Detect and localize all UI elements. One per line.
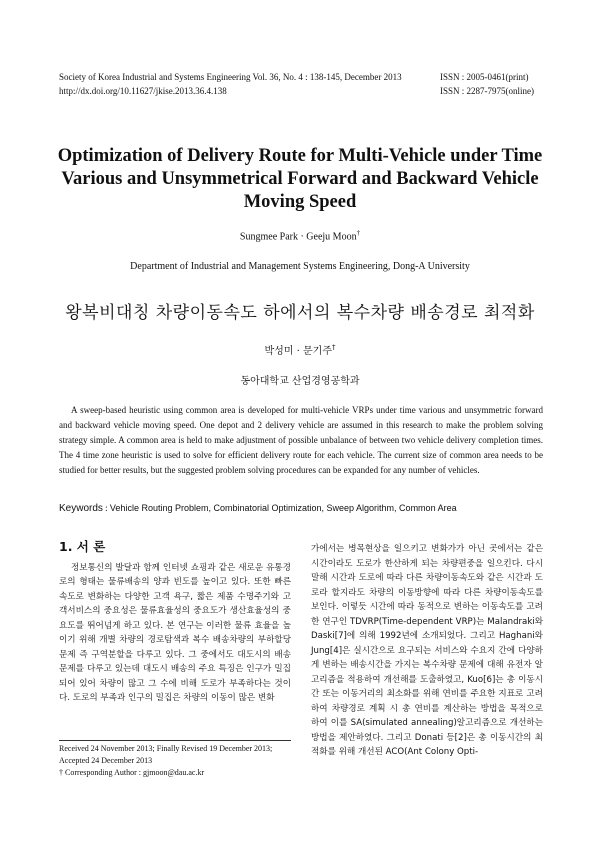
issn-online: ISSN : 2287-7975(online) xyxy=(440,86,534,96)
footnote-divider xyxy=(59,740,291,741)
doi-link[interactable]: http://dx.doi.org/10.11627/jkise.2013.36.4.138 xyxy=(59,86,227,96)
keywords xyxy=(59,503,543,514)
keywords-text: Vehicle Routing Problem, Combinatorial Optimization, Sweep Algorithm, Common Area xyxy=(109,503,457,513)
section-heading-introduction: 1. 서 론 xyxy=(59,539,106,554)
author-names: Sungmee Park · Geeju Moon xyxy=(239,231,357,243)
intro-paragraph-left: 정보통신의 발달과 함께 인터넷 쇼핑과 같은 새로운 유통경로의 형태는 물류배송의 양과 빈도를 높이고 있다. 또한 빠른 속도로 변화하는 다양한 고객 욕구, 짧은 제품 수명주기와 고객서비스의 중요성은 물류효율성의 중요도가 생산효율성의 중요도를 뛰어넘게 하고 있다. 본 연구는 이러한 물류 효율을 높이기 위해 개별 차량의 경로탐색과 복수 배송차량의 부하할당 문제 즉 구역분할을 다루고 있다. 그 중에서도 대도시의 배송문제를 다루고 있는데 대도시 배송의 주요 특징은 인구가 밀집되어 있어 차량이 많고 그 수에 비해 도로가 부족하다는 것이다. 도로의 부족과 인구의 밀집은 차량의 이동이 많은 변화 xyxy=(59,562,291,703)
corresponding-mark: † xyxy=(356,229,361,237)
accepted-date: Accepted 24 December 2013 xyxy=(59,756,153,765)
title-line-1: Optimization of Delivery Route for Multi-Vehicle under Time xyxy=(57,146,543,166)
footnotes xyxy=(59,743,293,779)
journal-citation: Society of Korea Industrial and Systems Engineering Vol. 36, No. 4 : 138-145, December 2013 xyxy=(59,72,402,82)
paper-title xyxy=(40,145,560,214)
keywords-separator: : xyxy=(102,503,110,513)
korean-title: 왕복비대칭 차량이동속도 하에서의 복수차량 배송경로 최적화 xyxy=(65,303,535,323)
korean-author-names: 박성미 · 문기주 xyxy=(264,346,332,357)
intro-paragraph-right: 가에서는 병목현상을 일으키고 변화가가 아닌 곳에서는 같은 시간이라도 도로가 한산하게 되는 차량편중을 일으킨다. 다시 말해 시간과 도로에 따라 다른 차량이동속도와 같은 시간과 도로라 할지라도 차량의 이동방향에 따라 다른 차량이동속도를 보인다. 이렇듯 시간에 따라 동적으로 변하는 이동속도를 고려한 연구인 TDVRP(Time-dependent VRP)는 Malandraki와 Daski[7]에 의해 1992년에 소개되었다. 그리고 Haghani와 Jung[4]은 실시간으로 요구되는 서비스와 수요지 간에 다양하게 변하는 배송시간을 가지는 복수차량 문제에 대해 유전자 알고리즘을 적용하여 개선해를 도출하였고, Kuo[6]는 총 이동시간 또는 이동거리의 최소화를 위해 연비를 주요한 지표로 고려하여 차량경로 계획 시 총 연비를 계산하는 방법을 목적으로 하여 이를 SA(simulated annealing)알고리즘으로 개선하는 방법을 제안하였다. 그리고 Donati 등[2]은 총 이동시간의 최적화를 위해 개선된 ACO(Ant Colony Opti- xyxy=(311,544,543,757)
received-date: Received 24 November 2013; Finally Revised 19 December 2013; xyxy=(59,744,273,753)
abstract: A sweep-based heuristic using common area is developed for multi-vehicle VRPs under time various and unsymmetric forward and backward vehicle moving speed. One depot and 2 delivery vehicle are assumed in this research to make the problem solving strategy simple. A common area is held to make adjustment of possible unbalance of between two vehicle delivery completion times. The 4 time zone heuristic is used to solve for efficient delivery route for each vehicle. The current size of common area needs to be studied for better results, but the suggested problem solving procedures can be expanded for any number of vehicles. xyxy=(59,405,543,475)
affiliation: Department of Industrial and Management Systems Engineering, Dong-A University xyxy=(130,261,470,272)
korean-affiliation: 동아대학교 산업경영공학과 xyxy=(240,376,360,387)
keywords-label: Keywords xyxy=(59,503,103,514)
authors xyxy=(0,229,600,242)
corresponding-author: † Corresponding Author : gjmoon@dau.ac.kr xyxy=(59,768,205,777)
korean-authors xyxy=(0,342,600,357)
title-line-3: Moving Speed xyxy=(243,192,357,212)
issn-print: ISSN : 2005-0461(print) xyxy=(440,72,529,82)
left-column xyxy=(59,540,291,706)
title-line-2: Various and Unsymmetrical Forward and Backward Vehicle xyxy=(61,169,539,189)
right-column xyxy=(311,542,543,760)
korean-corresponding-mark: † xyxy=(332,343,336,352)
